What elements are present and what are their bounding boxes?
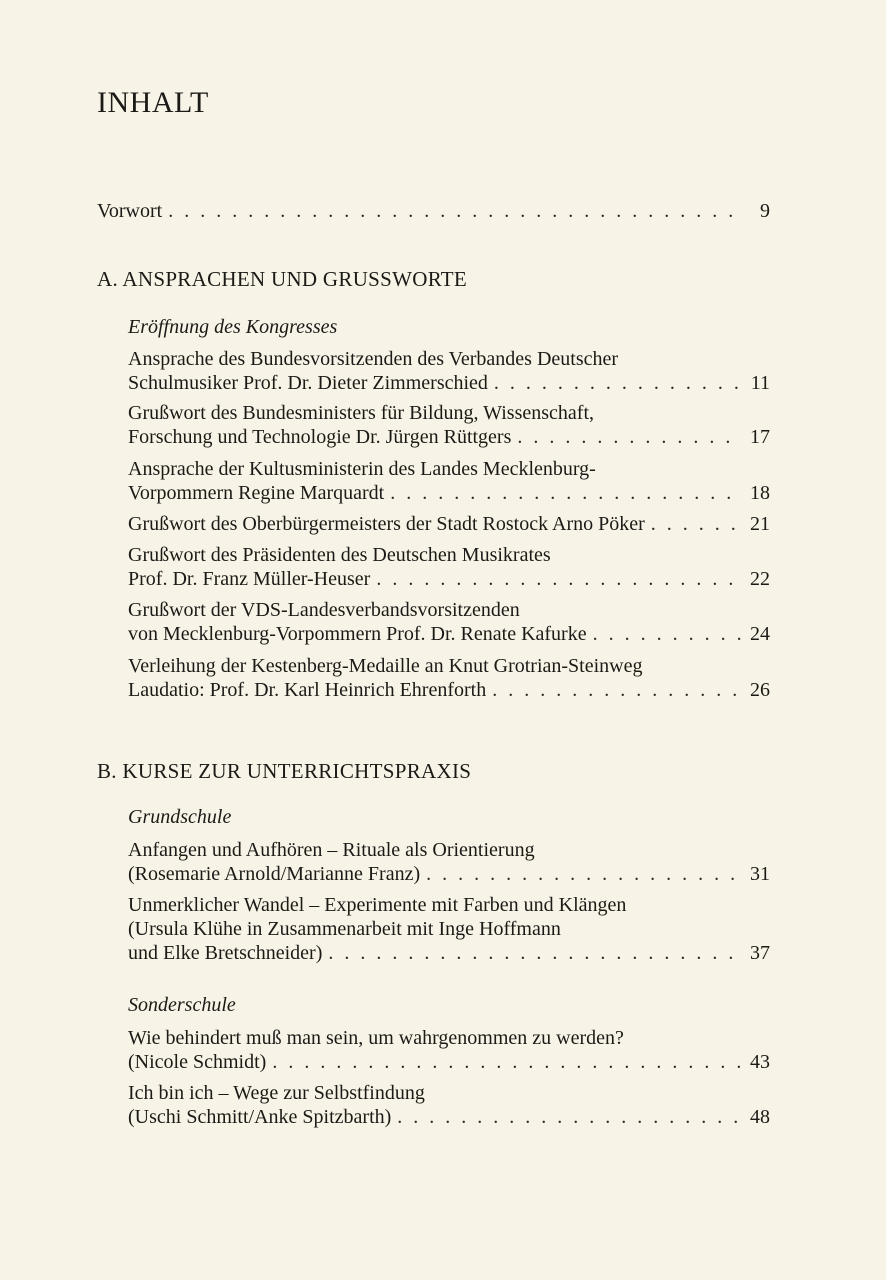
page-number: 9 (760, 200, 770, 222)
dot-leader (651, 512, 742, 536)
section-heading-a: A. ANSPRACHEN UND GRUSSWORTE (97, 267, 468, 291)
dot-leader (492, 678, 742, 702)
toc-entry (128, 598, 770, 646)
dot-leader (376, 567, 742, 591)
dot-leader (328, 941, 742, 965)
entry-text: Laudatio: Prof. Dr. Karl Heinrich Ehrenforth (128, 679, 487, 701)
entry-text: Ansprache der Kultusministerin des Landes Mecklenburg- (128, 458, 596, 480)
toc-entry (128, 838, 770, 886)
entry-text: Grußwort des Oberbürgermeisters der Stadt Rostock Arno Pöker (128, 513, 645, 535)
page-title: INHALT (97, 86, 209, 119)
dot-leader (426, 862, 742, 886)
entry-text: (Uschi Schmitt/Anke Spitzbarth) (128, 1106, 392, 1128)
toc-entry (128, 512, 770, 536)
entry-text: (Nicole Schmidt) (128, 1051, 267, 1073)
page-number: 24 (750, 623, 770, 645)
entry-text: Schulmusiker Prof. Dr. Dieter Zimmerschied (128, 372, 488, 394)
page-number: 31 (750, 863, 770, 885)
toc-entry (128, 543, 770, 591)
page-number: 18 (750, 482, 770, 504)
toc-entry (128, 457, 770, 505)
toc-entry (128, 347, 770, 395)
entry-text: Wie behindert muß man sein, um wahrgenommen zu werden? (128, 1027, 624, 1049)
entry-text: Verleihung der Kestenberg-Medaille an Knut Grotrian-Steinweg (128, 655, 643, 677)
dot-leader (390, 481, 742, 505)
entry-text: und Elke Bretschneider) (128, 942, 323, 964)
page-number: 22 (750, 568, 770, 590)
dot-leader (593, 622, 742, 646)
toc-entry (128, 1081, 770, 1129)
entry-text: (Rosemarie Arnold/Marianne Franz) (128, 863, 421, 885)
toc-entry-preface (97, 199, 770, 223)
entry-text: Vorpommern Regine Marquardt (128, 482, 385, 504)
entry-text: Ich bin ich – Wege zur Selbstfindung (128, 1082, 425, 1104)
entry-text: Vorwort (97, 200, 163, 222)
page-number: 17 (750, 426, 770, 448)
dot-leader (397, 1105, 742, 1129)
toc-entry (128, 401, 770, 449)
entry-text: Grußwort der VDS-Landesverbandsvorsitzenden (128, 599, 520, 621)
toc-entry (128, 1026, 770, 1074)
entry-text: Grußwort des Bundesministers für Bildung, Wissenschaft, (128, 402, 594, 424)
page-number: 11 (750, 372, 770, 394)
entry-text: (Ursula Klühe in Zusammenarbeit mit Inge Hoffmann (128, 918, 561, 940)
entry-text: von Mecklenburg-Vorpommern Prof. Dr. Renate Kafurke (128, 623, 587, 645)
page-number: 43 (750, 1051, 770, 1073)
entry-text: Anfangen und Aufhören – Rituale als Orientierung (128, 839, 535, 861)
page-number: 21 (750, 513, 770, 535)
toc-entry (128, 893, 770, 965)
entry-text: Prof. Dr. Franz Müller-Heuser (128, 568, 371, 590)
section-heading-b: B. KURSE ZUR UNTERRICHTSPRAXIS (97, 759, 472, 783)
dot-leader (517, 425, 742, 449)
entry-text: Ansprache des Bundesvorsitzenden des Verbandes Deutscher (128, 348, 619, 370)
dot-leader (272, 1050, 742, 1074)
subsection-title: Grundschule (128, 806, 232, 828)
page-number: 37 (750, 942, 770, 964)
toc-entry (128, 654, 770, 702)
subsection-title: Sonderschule (128, 994, 236, 1016)
page-number: 48 (750, 1106, 770, 1128)
dot-leader (494, 371, 742, 395)
dot-leader (168, 199, 742, 223)
page-number: 26 (750, 679, 770, 701)
entry-text: Grußwort des Präsidenten des Deutschen Musikrates (128, 544, 551, 566)
entry-text: Forschung und Technologie Dr. Jürgen Rüttgers (128, 426, 512, 448)
entry-text: Unmerklicher Wandel – Experimente mit Farben und Klängen (128, 894, 627, 916)
subsection-title: Eröffnung des Kongresses (128, 316, 338, 338)
